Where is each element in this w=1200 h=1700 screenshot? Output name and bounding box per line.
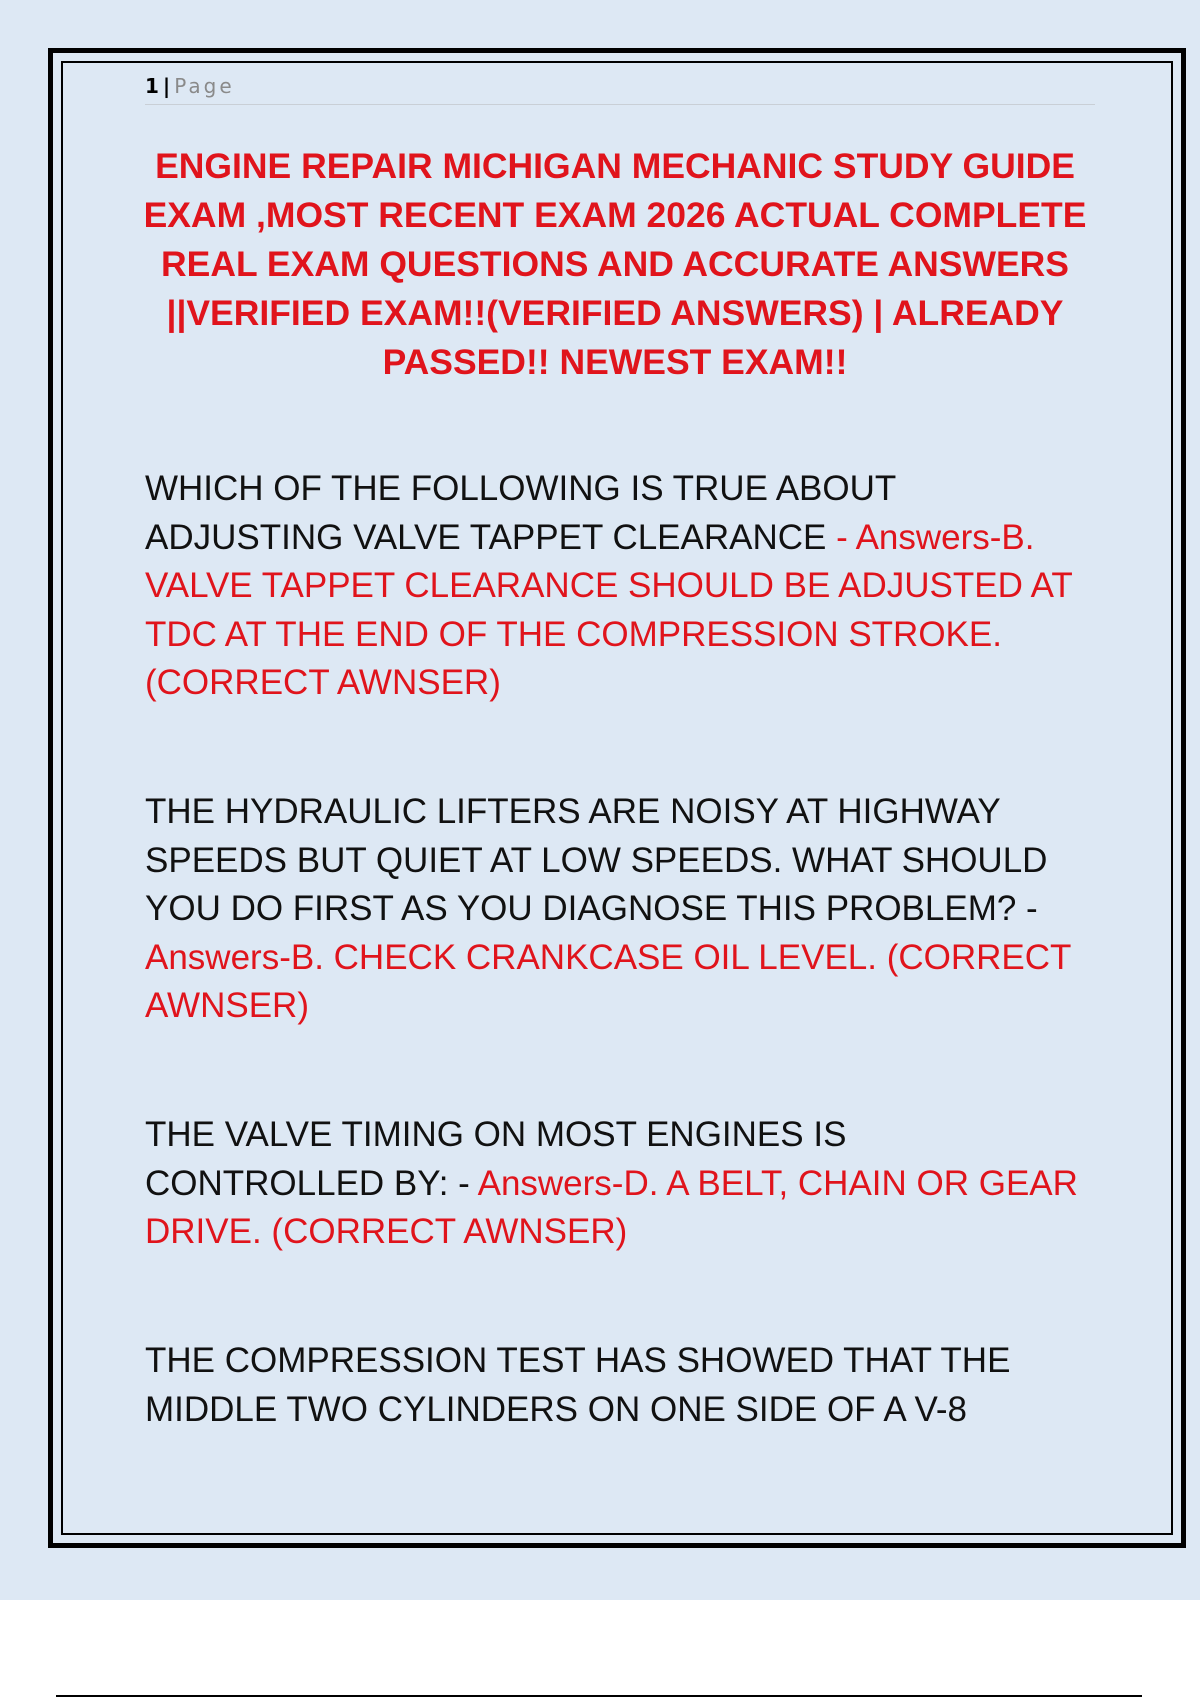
page-label: Page (174, 74, 235, 98)
page-number: 1 (145, 74, 159, 98)
qa-item-2 (145, 788, 1095, 1031)
page-separator: | (162, 74, 171, 98)
question-text: THE HYDRAULIC LIFTERS ARE NOISY AT HIGHWAY SPEEDS BUT QUIET AT LOW SPEEDS. WHAT SHOULD YOU DO FIRST AS YOU DIAGNOSE THIS PROBLEM? - (145, 792, 1048, 928)
question-text: THE COMPRESSION TEST HAS SHOWED THAT THE MIDDLE TWO CYLINDERS ON ONE SIDE OF A V-8 (145, 1341, 1011, 1429)
qa-item-4 (145, 1337, 1095, 1434)
question-text: THE VALVE TIMING ON MOST ENGINES IS CONTROLLED BY: - (145, 1115, 847, 1203)
question-text: WHICH OF THE FOLLOWING IS TRUE ABOUT ADJUSTING VALVE TAPPET CLEARANCE (145, 469, 896, 557)
qa-item-3 (145, 1111, 1095, 1257)
page-header (145, 74, 1095, 105)
answer-text: Answers-B. CHECK CRANKCASE OIL LEVEL. (CORRECT AWNSER) (145, 937, 1071, 1025)
answer-text: - Answers-B. VALVE TAPPET CLEARANCE SHOULD BE ADJUSTED AT TDC AT THE END OF THE COMPRESSION STROKE. (CORRECT AWNSER) (145, 517, 1073, 702)
footer-divider (56, 1695, 1142, 1697)
document-title: ENGINE REPAIR MICHIGAN MECHANIC STUDY GUIDE EXAM ,MOST RECENT EXAM 2026 ACTUAL COMPLETE REAL EXAM QUESTIONS AND ACCURATE ANSWERS ||VERIFIED EXAM!!(VERIFIED ANSWERS) | ALREADY PASSED!! NEWEST EXAM!! (143, 146, 1087, 382)
answer-text: Answers-D. A BELT, CHAIN OR GEAR DRIVE. (CORRECT AWNSER) (145, 1163, 1078, 1251)
qa-item-1 (145, 465, 1095, 708)
